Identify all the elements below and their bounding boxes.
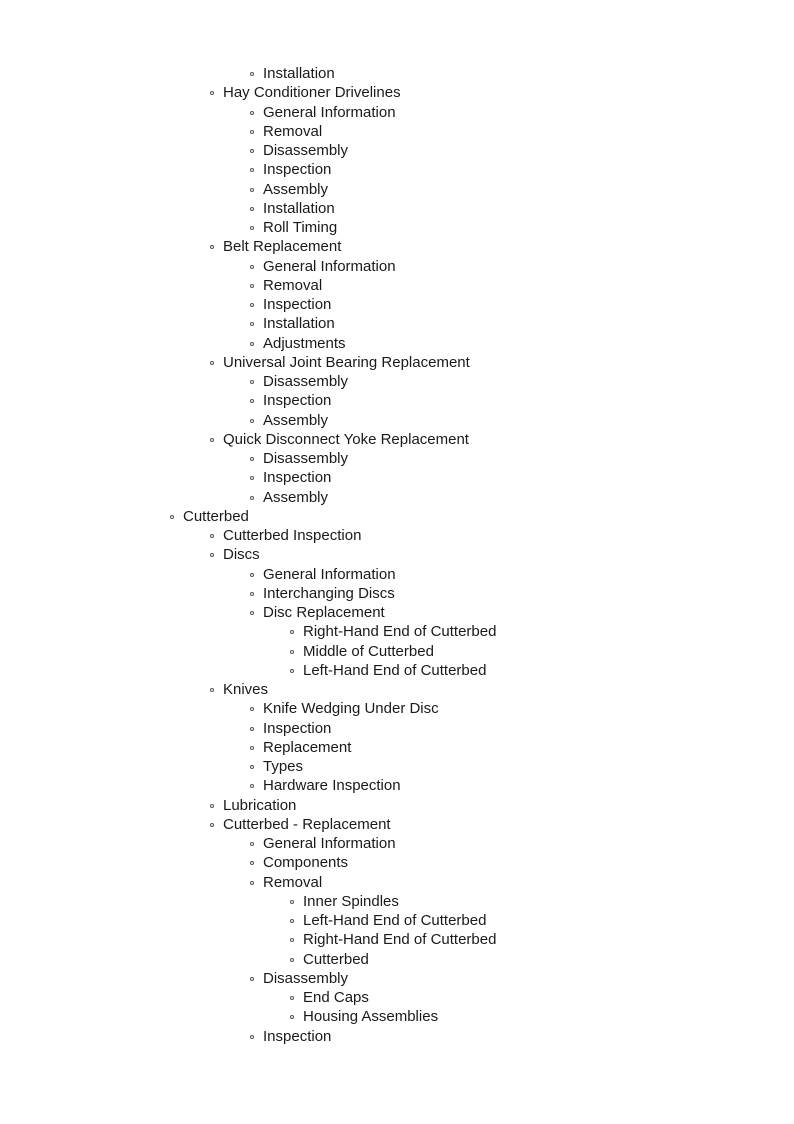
outline-item-label: Housing Assemblies <box>303 1008 439 1026</box>
outline-item-label: Assembly <box>263 411 329 429</box>
outline-item-level-3 <box>0 661 794 680</box>
outline-item-label: Hardware Inspection <box>263 777 401 795</box>
bullet-circle-icon <box>250 188 254 192</box>
outline-item-label: Inspection <box>263 161 332 179</box>
outline-item-label: Removal <box>263 122 323 140</box>
outline-item-label: Right-Hand End of Cutterbed <box>303 931 497 949</box>
bullet-circle-icon <box>210 438 214 442</box>
outline-item-level-2 <box>0 468 794 487</box>
outline-item-label: Quick Disconnect Yoke Replacement <box>223 430 469 448</box>
bullet-circle-icon <box>250 399 254 403</box>
outline-item-label: General Information <box>263 565 396 583</box>
outline-item-label: Removal <box>263 873 323 891</box>
outline-item-label: Universal Joint Bearing Replacement <box>223 353 470 371</box>
outline-item-label: Inspection <box>263 719 332 737</box>
outline-item-label: Middle of Cutterbed <box>303 642 434 660</box>
outline-item-label: Cutterbed <box>303 950 369 968</box>
outline-item-label: Disassembly <box>263 142 349 159</box>
outline-item-label: Belt Replacement <box>223 238 342 256</box>
outline-item-label: Roll Timing <box>263 219 338 236</box>
bullet-circle-icon <box>250 861 254 865</box>
outline-item-level-2 <box>0 449 794 468</box>
outline-item-label: Installation <box>263 315 335 333</box>
outline-item-level-2 <box>0 488 794 507</box>
outline-item-label: Knives <box>223 681 269 698</box>
outline-item-label: Removal <box>263 276 323 294</box>
outline-item-label: Inner Spindles <box>303 892 399 910</box>
bullet-circle-icon <box>250 573 254 577</box>
bullet-circle-icon <box>210 361 214 365</box>
bullet-circle-icon <box>250 303 254 307</box>
outline-item-label: Inspection <box>263 1027 332 1045</box>
bullet-circle-icon <box>290 669 294 673</box>
bullet-circle-icon <box>170 515 174 519</box>
outline-item-label: Right-Hand End of Cutterbed <box>303 623 497 641</box>
outline-item-label: Inspection <box>263 296 332 313</box>
outline-item-label: End Caps <box>303 989 369 1006</box>
outline-item-level-3 <box>0 892 794 911</box>
outline-item-label: Discs <box>223 546 260 564</box>
outline-item-level-2 <box>0 584 794 603</box>
outline-item-label: Inspection <box>263 469 332 487</box>
bullet-circle-icon <box>250 1035 254 1039</box>
bullet-circle-icon <box>250 149 254 153</box>
outline-item-level-2 <box>0 141 794 160</box>
outline-item-level-2 <box>0 122 794 141</box>
outline-item-label: Cutterbed Inspection <box>223 527 362 544</box>
outline-item-label: General Information <box>263 103 396 121</box>
bullet-circle-icon <box>250 342 254 346</box>
bullet-circle-icon <box>290 630 294 634</box>
outline-item-level-1 <box>0 680 794 699</box>
outline-item-level-2 <box>0 218 794 237</box>
outline-item-level-3 <box>0 642 794 661</box>
outline-item-label: Disc Replacement <box>263 604 385 621</box>
outline-item-label: Cutterbed <box>183 507 249 525</box>
outline-item-label: Cutterbed - Replacement <box>223 815 391 833</box>
bullet-circle-icon <box>290 1015 294 1019</box>
bullet-circle-icon <box>250 496 254 500</box>
outline-item-level-2 <box>0 314 794 333</box>
outline-item-level-3 <box>0 950 794 969</box>
bullet-circle-icon <box>250 168 254 172</box>
outline-item-label: Knife Wedging Under Disc <box>263 700 439 718</box>
outline-item-label: Disassembly <box>263 969 349 987</box>
outline-item-level-2 <box>0 873 794 892</box>
outline-item-level-1 <box>0 815 794 834</box>
bullet-circle-icon <box>250 284 254 288</box>
bullet-circle-icon <box>250 380 254 384</box>
outline-item-level-3 <box>0 988 794 1007</box>
bullet-circle-icon <box>250 707 254 711</box>
outline-item-label: Types <box>263 758 304 775</box>
bullet-circle-icon <box>250 784 254 788</box>
outline-item-label: Disassembly <box>263 373 349 390</box>
outline-item-level-2 <box>0 257 794 276</box>
bullet-circle-icon <box>250 265 254 269</box>
bullet-circle-icon <box>210 534 214 538</box>
outline-item-level-2 <box>0 565 794 584</box>
outline-item-level-2 <box>0 834 794 853</box>
bullet-circle-icon <box>290 919 294 923</box>
outline-list <box>0 64 794 1046</box>
bullet-circle-icon <box>250 842 254 846</box>
outline-item-level-3 <box>0 911 794 930</box>
outline-item-level-1 <box>0 83 794 102</box>
outline-item-level-2 <box>0 199 794 218</box>
bullet-circle-icon <box>250 592 254 596</box>
outline-item-level-1 <box>0 545 794 564</box>
outline-item-level-3 <box>0 1007 794 1026</box>
outline-item-level-1 <box>0 430 794 449</box>
outline-item-level-1 <box>0 353 794 372</box>
outline-item-label: General Information <box>263 257 396 275</box>
outline-item-label: Installation <box>263 199 335 217</box>
bullet-circle-icon <box>250 881 254 885</box>
bullet-circle-icon <box>250 111 254 115</box>
outline-item-level-2 <box>0 757 794 776</box>
bullet-circle-icon <box>250 746 254 750</box>
bullet-circle-icon <box>250 322 254 326</box>
outline-item-level-2 <box>0 776 794 795</box>
outline-item-label: Left-Hand End of Cutterbed <box>303 912 487 929</box>
outline-item-level-2 <box>0 180 794 199</box>
outline-item-level-2 <box>0 276 794 295</box>
bullet-circle-icon <box>210 91 214 95</box>
outline-item-level-2 <box>0 411 794 430</box>
outline-item-level-0 <box>0 507 794 526</box>
outline-item-level-2 <box>0 719 794 738</box>
outline-item-level-1 <box>0 796 794 815</box>
outline-item-level-2 <box>0 699 794 718</box>
outline-item-label: Installation <box>263 65 335 82</box>
outline-item-label: Hay Conditioner Drivelines <box>223 84 401 102</box>
bullet-circle-icon <box>250 476 254 480</box>
bullet-circle-icon <box>290 958 294 962</box>
outline-item-level-2 <box>0 64 794 83</box>
outline-item-level-2 <box>0 853 794 872</box>
bullet-circle-icon <box>210 688 214 692</box>
bullet-circle-icon <box>290 996 294 1000</box>
outline-item-label: Adjustments <box>263 334 346 352</box>
bullet-circle-icon <box>250 130 254 134</box>
outline-item-level-2 <box>0 295 794 314</box>
outline-item-level-1 <box>0 526 794 545</box>
outline-item-level-2 <box>0 160 794 179</box>
bullet-circle-icon <box>250 226 254 230</box>
bullet-circle-icon <box>250 72 254 76</box>
outline-item-level-1 <box>0 237 794 256</box>
bullet-circle-icon <box>210 245 214 249</box>
outline-item-level-2 <box>0 103 794 122</box>
outline-item-level-2 <box>0 738 794 757</box>
outline-item-level-3 <box>0 930 794 949</box>
outline-item-level-3 <box>0 622 794 641</box>
outline-item-level-2 <box>0 372 794 391</box>
outline-item-label: Components <box>263 854 349 872</box>
outline-item-label: Inspection <box>263 392 332 410</box>
bullet-circle-icon <box>250 977 254 981</box>
bullet-circle-icon <box>250 207 254 211</box>
bullet-circle-icon <box>210 553 214 557</box>
outline-item-level-2 <box>0 1027 794 1046</box>
outline-item-label: Replacement <box>263 738 352 756</box>
outline-item-label: Assembly <box>263 180 329 198</box>
outline-item-label: Lubrication <box>223 796 297 814</box>
outline-item-level-2 <box>0 334 794 353</box>
bullet-circle-icon <box>250 765 254 769</box>
outline-item-level-2 <box>0 969 794 988</box>
bullet-circle-icon <box>290 650 294 654</box>
bullet-circle-icon <box>290 900 294 904</box>
bullet-circle-icon <box>250 419 254 423</box>
outline-item-level-2 <box>0 391 794 410</box>
outline-item-label: General Information <box>263 835 396 852</box>
bullet-circle-icon <box>290 938 294 942</box>
bullet-circle-icon <box>250 727 254 731</box>
bullet-circle-icon <box>250 457 254 461</box>
bullet-circle-icon <box>210 823 214 827</box>
bullet-circle-icon <box>210 804 214 808</box>
outline-item-label: Assembly <box>263 488 329 506</box>
outline-item-label: Left-Hand End of Cutterbed <box>303 661 487 679</box>
outline-item-label: Disassembly <box>263 450 349 467</box>
outline-item-label: Interchanging Discs <box>263 584 395 602</box>
bullet-circle-icon <box>250 611 254 615</box>
outline-item-level-2 <box>0 603 794 622</box>
